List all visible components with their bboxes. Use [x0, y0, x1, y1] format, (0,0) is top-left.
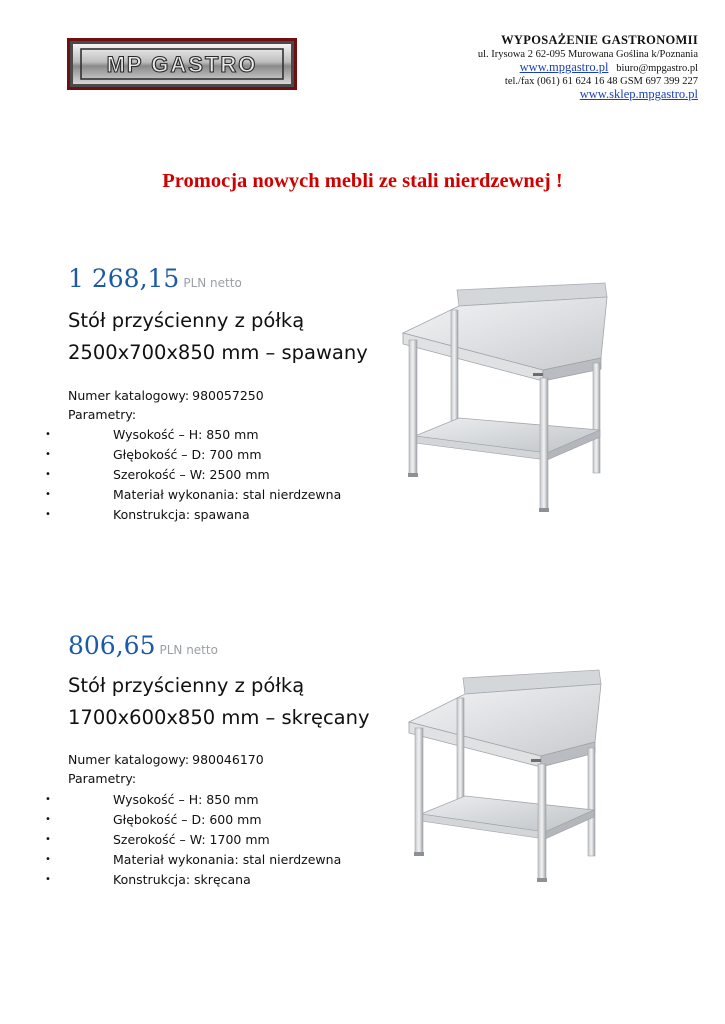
product-title-name: Stół przyścienny z półką — [68, 309, 305, 332]
promo-headline: Promocja nowych mebli ze stali nierdzewnej ! — [162, 170, 563, 192]
bullet: • — [45, 489, 51, 500]
address: ul. Irysowa 2 62-095 Murowana Goślina k/Poznania — [477, 49, 698, 60]
params-list — [0, 790, 400, 890]
shop-link[interactable]: www.sklep.mpgastro.pl — [579, 87, 698, 101]
mp-gastro-logo — [67, 38, 297, 90]
list-item: • Materiał wykonania: stal nierdzewna — [0, 485, 400, 505]
list-item: • Konstrukcja: skręcana — [0, 870, 400, 890]
bullet: • — [45, 509, 51, 520]
bullet: • — [45, 854, 51, 865]
catalog-value: 980057250 — [192, 388, 264, 403]
list-item: • Głębokość – D: 700 mm — [0, 445, 400, 465]
catalog-label: Numer katalogowy: — [68, 388, 190, 403]
list-item: • Wysokość – H: 850 mm — [0, 425, 400, 445]
price-unit: PLN netto — [159, 643, 218, 657]
logo-text: MP GASTRO — [106, 52, 258, 77]
product-price — [68, 631, 218, 660]
catalog-label: Numer katalogowy: — [68, 752, 190, 767]
price-unit: PLN netto — [183, 276, 242, 290]
bullet: • — [45, 834, 51, 845]
params-label: Parametry: — [68, 407, 137, 422]
price-value: 806,65 — [68, 631, 156, 660]
params-list — [0, 425, 400, 525]
list-item: • Głębokość – D: 600 mm — [0, 810, 400, 830]
list-item: • Szerokość – W: 1700 mm — [0, 830, 400, 850]
contact-block — [478, 33, 698, 102]
params-label: Parametry: — [68, 771, 137, 786]
bullet: • — [45, 794, 51, 805]
product-title-dimensions: 2500x700x850 mm – spawany — [68, 341, 368, 364]
product-price — [68, 264, 242, 293]
bullet: • — [45, 814, 51, 825]
company-name: WYPOSAŻENIE GASTRONOMII — [501, 33, 698, 47]
catalog-number — [68, 752, 264, 767]
product-title-dimensions: 1700x600x850 mm – skręcany — [68, 706, 370, 729]
phones: tel./fax (061) 61 624 16 48 GSM 697 399 227 — [504, 76, 698, 87]
table-image — [403, 664, 613, 886]
price-value: 1 268,15 — [68, 264, 180, 293]
catalog-number — [68, 388, 264, 403]
catalog-value: 980046170 — [192, 752, 264, 767]
bullet: • — [45, 429, 51, 440]
product-title-name: Stół przyścienny z półką — [68, 674, 305, 697]
list-item: • Szerokość – W: 2500 mm — [0, 465, 400, 485]
list-item: • Konstrukcja: spawana — [0, 505, 400, 525]
list-item: • Materiał wykonania: stal nierdzewna — [0, 850, 400, 870]
table-image — [395, 278, 623, 514]
website-link[interactable]: www.mpgastro.pl — [519, 60, 609, 74]
email: biuro@mpgastro.pl — [616, 63, 698, 74]
bullet: • — [45, 469, 51, 480]
bullet: • — [45, 449, 51, 460]
list-item: • Wysokość – H: 850 mm — [0, 790, 400, 810]
bullet: • — [45, 874, 51, 885]
